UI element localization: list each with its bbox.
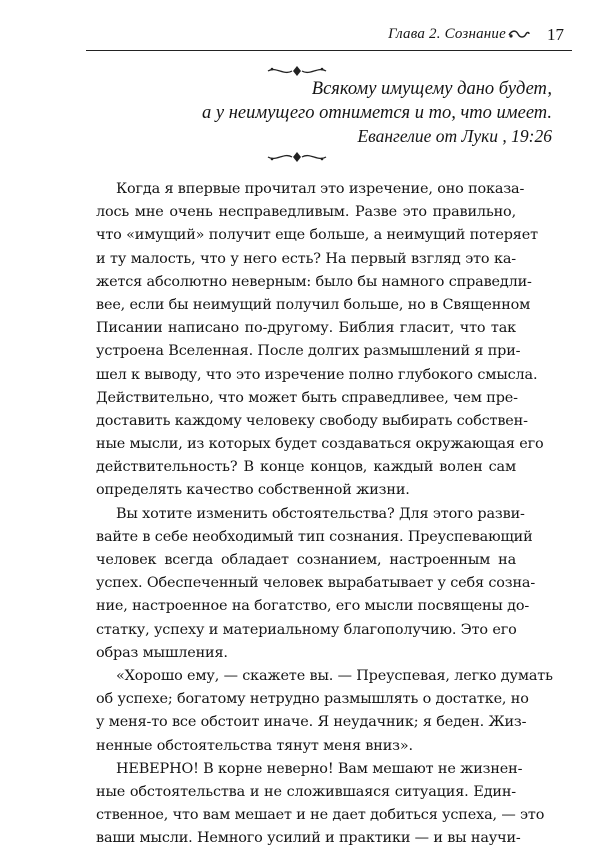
text-line: Писании написано по-другому. Библия гласит, что так <box>96 320 516 337</box>
text-line: статку, успеху и материальному благополучию. Это его <box>96 621 517 638</box>
text-line: Вы хотите изменить обстоятельства? Для этого разви- <box>116 505 525 522</box>
text-line: ные обстоятельства и не сложившаяся ситуация. Един- <box>96 783 516 800</box>
text-line: определять качество собственной жизни. <box>96 482 410 499</box>
page-number: 17 <box>547 25 564 44</box>
paragraph <box>96 503 536 665</box>
text-line: НЕВЕРНО! В корне неверно! Вам мешают не жизнен- <box>116 760 523 777</box>
text-line: ние, настроенное на богатство, его мысли посвящены до- <box>96 598 530 615</box>
text-line: «Хорошо ему, — скажете вы. — Преуспевая, легко думать <box>116 667 553 684</box>
epigraph-line: а у неимущего отнимется и то, что имеет. <box>202 102 552 123</box>
text-line: действительность? В конце концов, каждый волен сам <box>96 459 516 476</box>
text-line: об успехе; богатому нетрудно размышлять о достатке, но <box>96 691 529 708</box>
epigraph-source: Евангелие от Луки , 19:26 <box>357 126 552 146</box>
paragraph <box>96 758 545 850</box>
text-line: ственное, что вам мешает и не дает добиться успеха, — это <box>96 807 545 824</box>
epigraph <box>92 78 552 149</box>
text-line: ваши мысли. Немного усилий и практики — и вы научи- <box>96 830 521 847</box>
paragraph <box>96 178 544 503</box>
text-line: вее, если бы неимущий получил больше, но в Священном <box>96 296 531 313</box>
floral-flourish-icon <box>266 150 328 164</box>
scroll-flourish-icon <box>508 28 530 40</box>
floral-flourish-icon <box>266 64 328 78</box>
text-line: ненные обстоятельства тянут меня вниз». <box>96 737 413 754</box>
text-line: жется абсолютно неверным: было бы намного справедли- <box>96 273 532 290</box>
text-line: устроена Вселенная. После долгих размышлений я при- <box>96 343 521 360</box>
epigraph-line: Всякому имущему дано будет, <box>311 79 552 99</box>
text-line: что «имущий» получит еще больше, а неимущий потеряет <box>96 227 538 244</box>
text-line: Действительно, что может быть справедливее, чем пре- <box>96 389 518 406</box>
text-line: Когда я впервые прочитал это изречение, оно показа- <box>116 181 525 197</box>
body-text <box>96 178 553 850</box>
paragraph <box>96 665 553 758</box>
text-line: у меня-то все обстоит иначе. Я неудачник; я беден. Жиз- <box>96 714 527 731</box>
text-line: человек всегда обладает сознанием, настроенным на <box>96 552 516 568</box>
page-header <box>86 20 572 51</box>
text-line: шел к выводу, что это изречение полно глубокого смысла. <box>96 366 538 383</box>
text-line: успех. Обеспеченный человек вырабатывает у себя созна- <box>96 575 536 592</box>
running-title: Глава 2. Сознание <box>388 26 506 42</box>
text-line: доставить каждому человеку свободу выбирать собствен- <box>96 412 528 429</box>
text-line: лось мне очень несправедливым. Разве это правильно, <box>96 204 516 221</box>
text-line: ные мысли, из которых будет создаваться окружающая его <box>96 436 544 453</box>
text-line: образ мышления. <box>96 644 228 661</box>
text-line: и ту малость, что у него есть? На первый взгляд это ка- <box>96 250 516 267</box>
text-line: вайте в себе необходимый тип сознания. Преуспевающий <box>96 528 533 545</box>
